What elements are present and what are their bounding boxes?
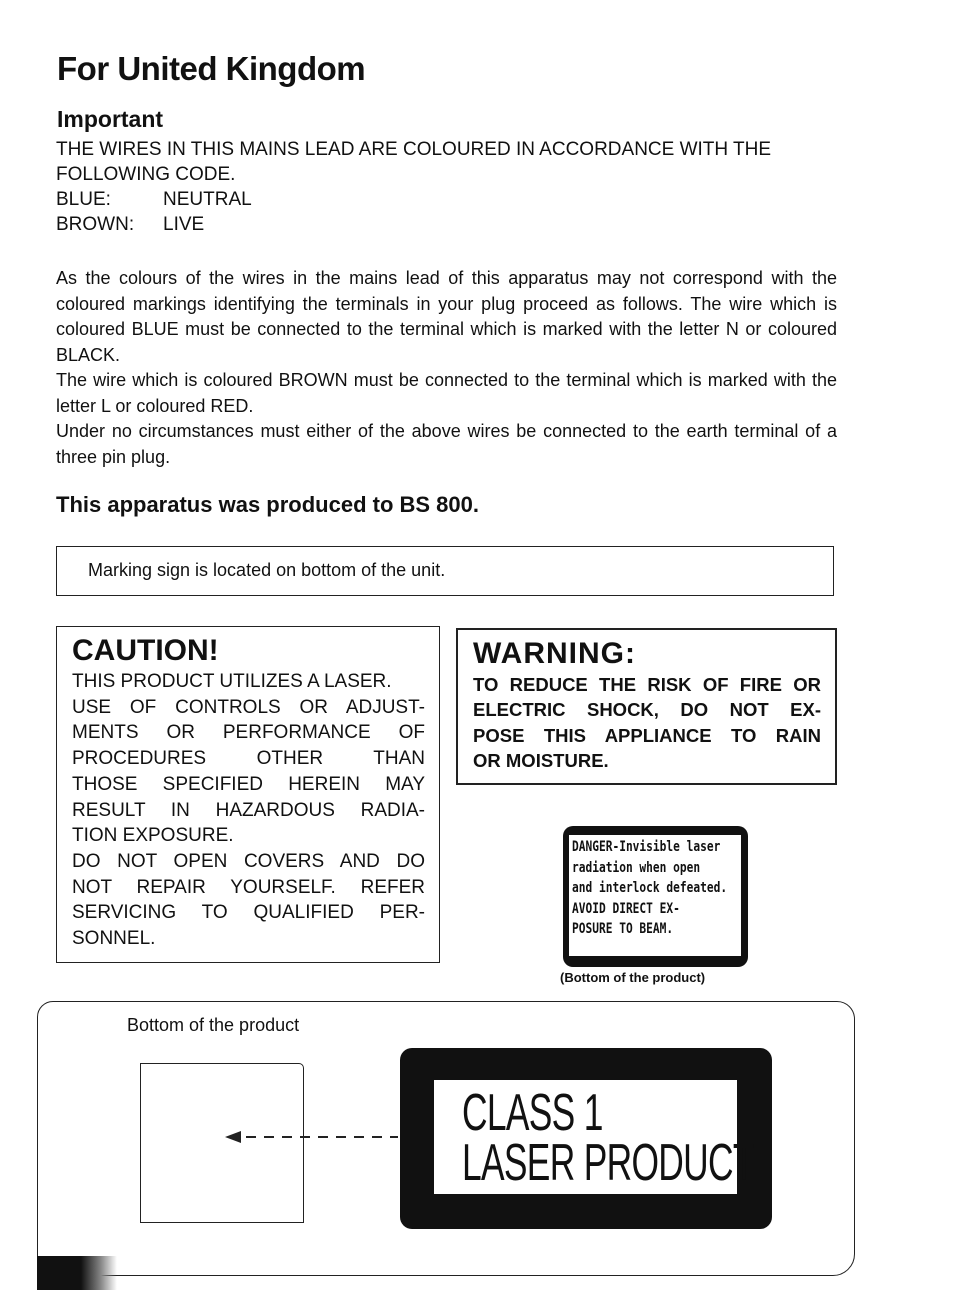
class-line-2: LASER PRODUCT [462, 1134, 754, 1192]
danger-line: AVOID DIRECT EX- [572, 900, 680, 917]
danger-label-caption: (Bottom of the product) [560, 970, 706, 985]
code-row-blue [56, 187, 771, 212]
caution-line: DO NOT OPEN COVERS AND DO [72, 850, 425, 872]
code-row-brown [56, 212, 771, 237]
class1-laser-label [400, 1048, 772, 1229]
caution-line: USE OF CONTROLS OR ADJUST- [72, 696, 425, 718]
wire-code-notice [56, 137, 771, 237]
caution-box [56, 626, 440, 963]
bs-statement: This apparatus was produced to BS 800. [56, 492, 479, 517]
pointer-dashed-line [228, 1136, 398, 1138]
danger-label-text [569, 835, 741, 956]
warning-line: TO REDUCE THE RISK OF FIRE OR [473, 674, 821, 695]
danger-line: DANGER-Invisible laser [572, 839, 721, 855]
danger-label [563, 826, 748, 967]
caution-line: THIS PRODUCT UTILIZES A LASER. [72, 671, 392, 692]
danger-line: radiation when open [572, 859, 701, 876]
code-colour: BROWN: [56, 214, 135, 235]
code-meaning: LIVE [163, 214, 205, 235]
code-meaning: NEUTRAL [163, 189, 252, 210]
marking-note-box [56, 546, 834, 596]
caution-line: PROCEDURES OTHER THAN [72, 748, 425, 770]
caution-line: THOSE SPECIFIED HEREIN MAY [72, 773, 425, 795]
danger-line: POSURE TO BEAM. [572, 921, 674, 937]
caution-line: SERVICING TO QUALIFIED PER- [72, 902, 425, 924]
caution-line: NOT REPAIR YOURSELF. REFER [72, 876, 425, 898]
arrow-left-icon [225, 1131, 241, 1143]
bottom-diagram-label: Bottom of the product [127, 1015, 300, 1035]
class1-laser-label-inner [434, 1080, 754, 1194]
caution-line: SONNEL. [72, 928, 156, 950]
paragraph-wire-instructions: As the colours of the wires in the mains lead of this apparatus may not correspond with the coloured markings identifying the terminals in your plug proceed as follows. The wire which is coloured BLUE must be connected to the terminal which is marked with the letter N or coloured BLACK. [56, 268, 837, 365]
warning-heading: WARNING: [473, 637, 636, 670]
notice-line-2: FOLLOWING CODE. [56, 164, 236, 185]
important-heading: Important [57, 106, 164, 132]
product-outline [140, 1063, 304, 1223]
warning-line: POSE THIS APPLIANCE TO RAIN [473, 724, 821, 746]
warning-box [456, 628, 837, 785]
class-line-1: CLASS 1 [462, 1084, 603, 1142]
code-colour: BLUE: [56, 189, 111, 210]
caution-line: MENTS OR PERFORMANCE OF [72, 722, 425, 744]
warning-line: OR MOISTURE. [473, 749, 609, 771]
class1-laser-text [462, 1084, 754, 1192]
warning-line: ELECTRIC SHOCK, DO NOT EX- [473, 699, 821, 721]
caution-body [72, 669, 425, 952]
notice-line-1: THE WIRES IN THIS MAINS LEAD ARE COLOURED IN ACCORDANCE WITH THE [56, 139, 772, 160]
paragraph-earth-warning: Under no circumstances must either of the above wires be connected to the earth terminal of a three pin plug. [56, 421, 837, 467]
scan-smudge [37, 1256, 117, 1290]
danger-line: and interlock defeated. [572, 880, 728, 896]
paragraph-brown-wire: The wire which is coloured BROWN must be connected to the terminal which is marked with the letter L or coloured RED. [56, 370, 837, 416]
page-title: For United Kingdom [57, 50, 366, 87]
caution-line: RESULT IN HAZARDOUS RADIA- [72, 799, 425, 821]
caution-line: TION EXPOSURE. [72, 825, 234, 847]
caution-heading: CAUTION! [72, 634, 219, 667]
marking-note: Marking sign is located on bottom of the unit. [88, 560, 446, 580]
